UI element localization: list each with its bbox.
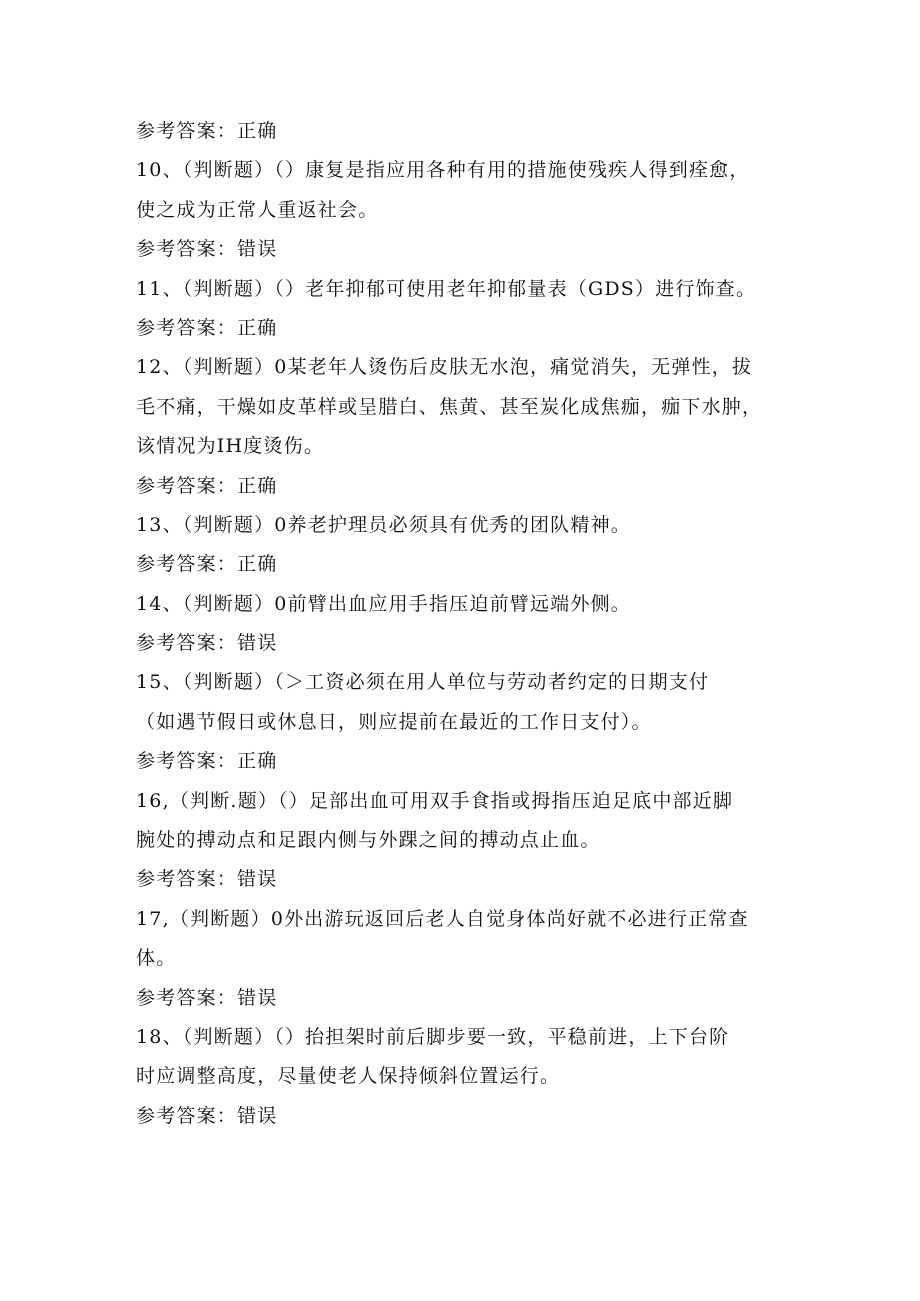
answer-13: 参考答案：正确 bbox=[136, 553, 278, 576]
answer-11: 参考答案：正确 bbox=[136, 316, 278, 339]
question-16-line-2: 腕处的搏动点和足跟内侧与外踝之间的搏动点止血。 bbox=[136, 829, 601, 852]
question-13-line-1: 13、（判断题）0养老护理员必须具有优秀的团队精神。 bbox=[136, 513, 631, 536]
question-10-line-1: 10、（判断题）（）康复是指应用各种有用的措施使残疾人得到痊愈， bbox=[136, 159, 750, 182]
question-16-line-1: 16,（判断.题）（）足部出血可用双手食指或拇指压迫足底中部近脚 bbox=[136, 789, 734, 812]
answer-18: 参考答案：错误 bbox=[136, 1104, 278, 1127]
question-14-line-1: 14、（判断题）0前臂出血应用手指压迫前臂远端外侧。 bbox=[136, 592, 631, 615]
question-18-line-1: 18、（判断题）（）抬担架时前后脚步要一致，平稳前进，上下台阶 bbox=[136, 1025, 730, 1048]
question-10-line-2: 使之成为正常人重返社会。 bbox=[136, 198, 379, 221]
answer-12: 参考答案：正确 bbox=[136, 474, 278, 497]
question-17-line-1: 17,（判断题）0外出游玩返回后老人自觉身体尚好就不必进行正常查 bbox=[136, 907, 749, 930]
question-15-line-1: 15、（判断题）（＞工资必须在用人单位与劳动者约定的日期支付 bbox=[136, 671, 710, 694]
answer-10: 参考答案：错误 bbox=[136, 238, 278, 261]
question-12-line-1: 12、（判断题）0某老年人烫伤后皮肤无水泡，痛觉消失，无弹性，拔 bbox=[136, 356, 753, 379]
answer-line: 参考答案：正确 bbox=[136, 120, 278, 142]
answer-15: 参考答案：正确 bbox=[136, 750, 278, 773]
question-15-line-2: （如遇节假日或休息日，则应提前在最近的工作日支付）。 bbox=[136, 710, 652, 733]
answer-16: 参考答案：错误 bbox=[136, 868, 278, 891]
question-12-line-3: 该情况为IH度烫伤。 bbox=[136, 435, 325, 458]
question-17-line-2: 体。 bbox=[136, 947, 177, 970]
answer-17: 参考答案：错误 bbox=[136, 986, 278, 1009]
question-18-line-2: 时应调整高度，尽量使老人保持倾斜位置运行。 bbox=[136, 1065, 561, 1088]
question-11-line-1: 11、（判断题）（）老年抑郁可使用老年抑郁量表（GDS）进行饰查。 bbox=[136, 277, 757, 300]
question-12-line-2: 毛不痛，干燥如皮革样或呈腊白、焦黄、甚至炭化成焦痂，痂下水肿， bbox=[136, 395, 763, 418]
document-body bbox=[136, 112, 796, 1136]
answer-14: 参考答案：错误 bbox=[136, 632, 278, 655]
